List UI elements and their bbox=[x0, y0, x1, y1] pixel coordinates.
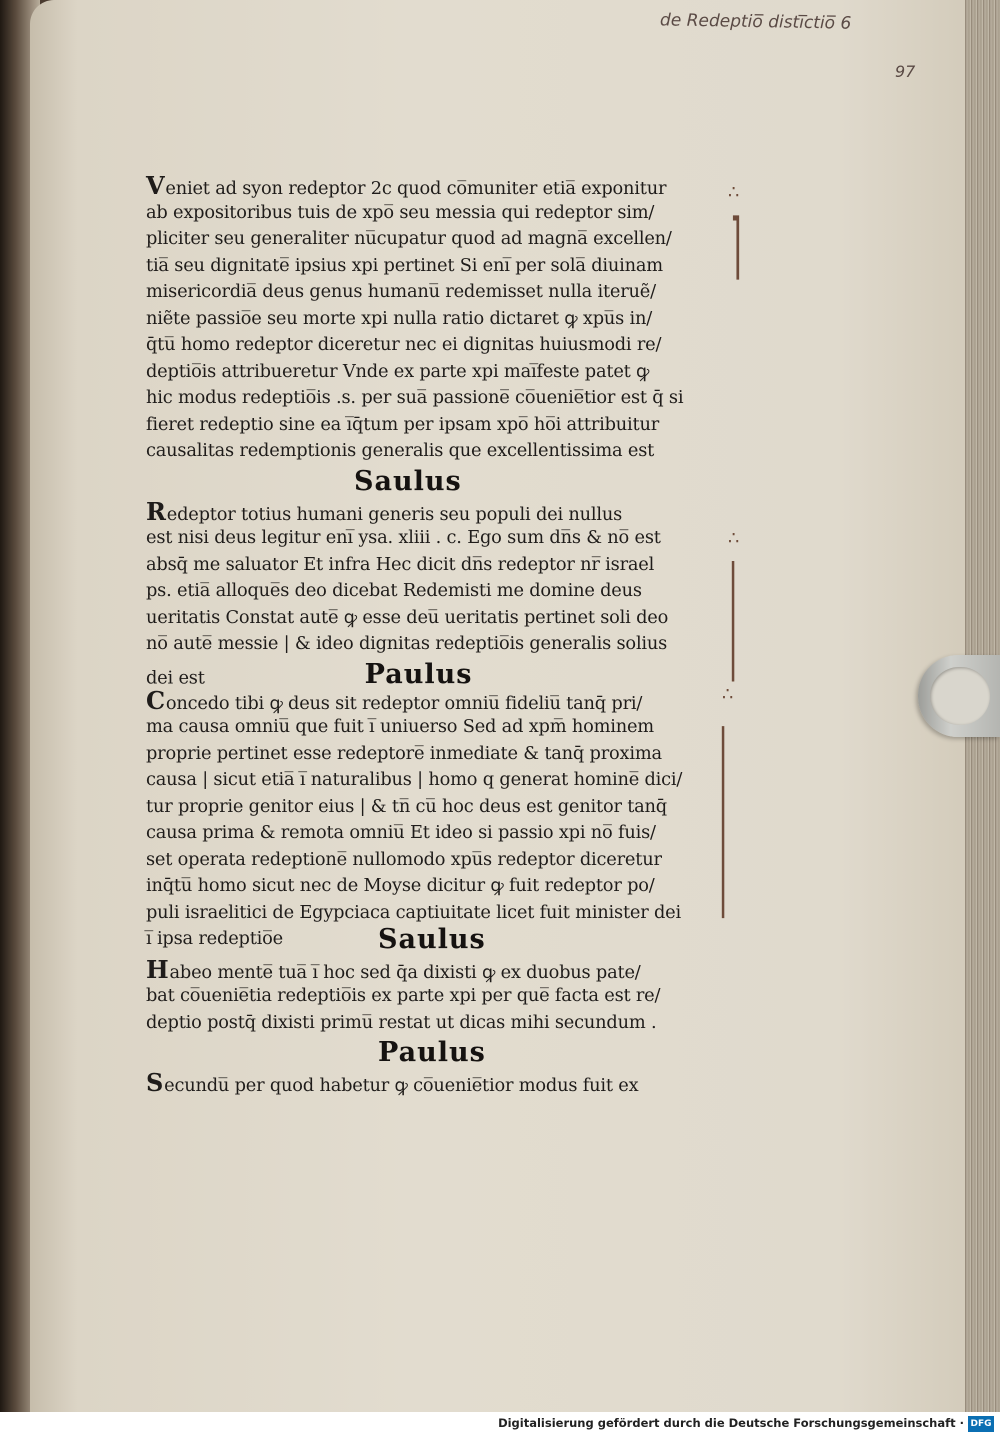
text-line: causa prima & remota omniu̅ Et ideo si passio xpi no̅ fuis/ bbox=[146, 822, 656, 843]
text-line: set operata redeptione̅ nullomodo xpu̅s redeptor diceretur bbox=[146, 848, 662, 870]
speaker-heading-saulus-2: Saulus bbox=[378, 923, 486, 955]
paragraph-redeptor bbox=[146, 496, 706, 658]
page-clip bbox=[918, 655, 1000, 737]
text-line: puli israelitici de Egypciaca captiuitate licet fuit minister dei bbox=[146, 901, 681, 923]
text-line: bat co̅uenie̅tia redeptio̅is ex parte xpi per que̅ facta est re/ bbox=[146, 985, 661, 1006]
text-line: Redeptor totius humani generis seu populi dei nullus bbox=[146, 496, 623, 526]
text-line: absq̄ me saluator Et infra Hec dicit dn̅s redeptor nr̅ israel bbox=[146, 553, 655, 575]
folio-number: 97 bbox=[895, 62, 916, 81]
text-line: causalitas redemptionis generalis que excellentissima est bbox=[146, 440, 655, 461]
text-line: ma causa omniu̅ que fuit i̅ uniuerso Sed ad xpm̅ hominem bbox=[146, 716, 654, 737]
text-line: ps. etia̅ alloque̅s deo dicebat Redemisti me domine deus bbox=[146, 580, 642, 601]
initial-letter: H bbox=[146, 954, 169, 984]
text-line: deptio̅is attribueretur Vnde ex parte xpi mai̅feste patet ꝙ bbox=[146, 360, 650, 382]
printed-text-block bbox=[146, 173, 706, 1097]
initial-letter: R bbox=[146, 496, 166, 526]
text-line: tia̅ seu dignitate̅ ipsius xpi pertinet Si eni̅ per sola̅ diuinam bbox=[146, 254, 663, 276]
text-line: Veniet ad syon redeptor 2c quod co̅muniter etia̅ exponitur bbox=[146, 171, 667, 200]
speaker-heading-paulus: Paulus bbox=[364, 658, 473, 690]
paragraph-habeo bbox=[146, 954, 706, 1037]
funding-credit: Digitalisierung gefördert durch die Deutsche Forschungsgemeinschaft · bbox=[498, 1416, 964, 1430]
text-line bbox=[146, 658, 706, 688]
text-line: pliciter seu generaliter nu̅cupatur quod ad magna̅ excellen/ bbox=[146, 228, 672, 249]
text-line-tail: dei est bbox=[146, 667, 205, 688]
handwritten-header-note: de Redeptio̅ disti̅ctio̅ 6 bbox=[659, 10, 852, 34]
text-line: ab expositoribus tuis de xpo̅ seu messia qui redeptor sim/ bbox=[146, 201, 655, 223]
text-line: fieret redeptio sine ea i̅q̄tum per ipsam xpo̅ ho̅i attribuitur bbox=[146, 413, 660, 435]
paragraph-concedo bbox=[146, 685, 706, 953]
margin-mark-dots: ∴ bbox=[722, 684, 734, 705]
initial-letter: C bbox=[146, 685, 165, 715]
margin-mark-dots: ∴ bbox=[728, 182, 740, 203]
paragraph-secundum bbox=[146, 1070, 706, 1097]
text-line: hic modus redeptio̅is .s. per sua̅ passione̅ co̅uenie̅tior est q̄ si bbox=[146, 387, 684, 408]
text-line: tur proprie genitor eius | & tn̅ cu̅ hoc deus est genitor tanq̄ bbox=[146, 795, 667, 817]
text-line: i̅ ipsa redeptio̅e bbox=[146, 928, 283, 949]
paragraph-veniet bbox=[146, 173, 706, 465]
text-line: causa | sicut etia̅ i̅ naturalibus | homo q generat homine̅ dici/ bbox=[146, 769, 683, 790]
initial-letter: V bbox=[146, 171, 165, 200]
text-line: deptio postq̄ dixisti primu̅ restat ut dicas mihi secundum . bbox=[146, 1011, 657, 1033]
dfg-logo: DFG bbox=[968, 1416, 994, 1432]
text-line: q̄tu̅ homo redeptor diceretur nec ei dignitas huiusmodi re/ bbox=[146, 334, 662, 355]
speaker-heading-saulus: Saulus bbox=[354, 465, 462, 497]
text-line: inq̄tu̅ homo sicut nec de Moyse dicitur ꝙ fuit redeptor po/ bbox=[146, 875, 655, 896]
text-line: Secundu̅ per quod habetur ꝙ co̅uenie̅tior modus fuit ex bbox=[146, 1068, 639, 1097]
initial-letter: S bbox=[146, 1068, 164, 1097]
text-line: misericordia̅ deus genus humanu̅ redemisset nulla iteruẽ/ bbox=[146, 281, 656, 302]
margin-mark-dots: ∴ bbox=[728, 528, 740, 549]
text-line: Habeo mente̅ tua̅ i̅ hoc sed q̄a dixisti ꝙ ex duobus pate/ bbox=[146, 954, 641, 984]
text-line: est nisi deus legitur eni̅ ysa. xliii . c. Ego sum dn̅s & no̅ est bbox=[146, 527, 661, 548]
text-line: ueritatis Constat aute̅ ꝙ esse deu̅ ueritatis pertinet soli deo bbox=[146, 606, 669, 628]
margin-bracket: | bbox=[718, 700, 729, 924]
text-line: no̅ aute̅ messie | & ideo dignitas redeptio̅is generalis solius bbox=[146, 633, 668, 654]
text-line: niẽte passio̅e seu morte xpi nulla ratio dictaret ꝙ xpu̅s in/ bbox=[146, 307, 653, 329]
text-line: Concedo tibi ꝙ deus sit redeptor omniu̅ fideliu̅ tanq̄ pri/ bbox=[146, 685, 643, 715]
speaker-heading-paulus-2: Paulus bbox=[378, 1037, 486, 1068]
text-line: proprie pertinet esse redeptore̅ inmediate & tanq̄ proxima bbox=[146, 742, 662, 764]
margin-bracket: ⌉ bbox=[730, 205, 742, 289]
footer-bar bbox=[0, 1412, 1000, 1436]
margin-bracket: | bbox=[728, 545, 739, 685]
